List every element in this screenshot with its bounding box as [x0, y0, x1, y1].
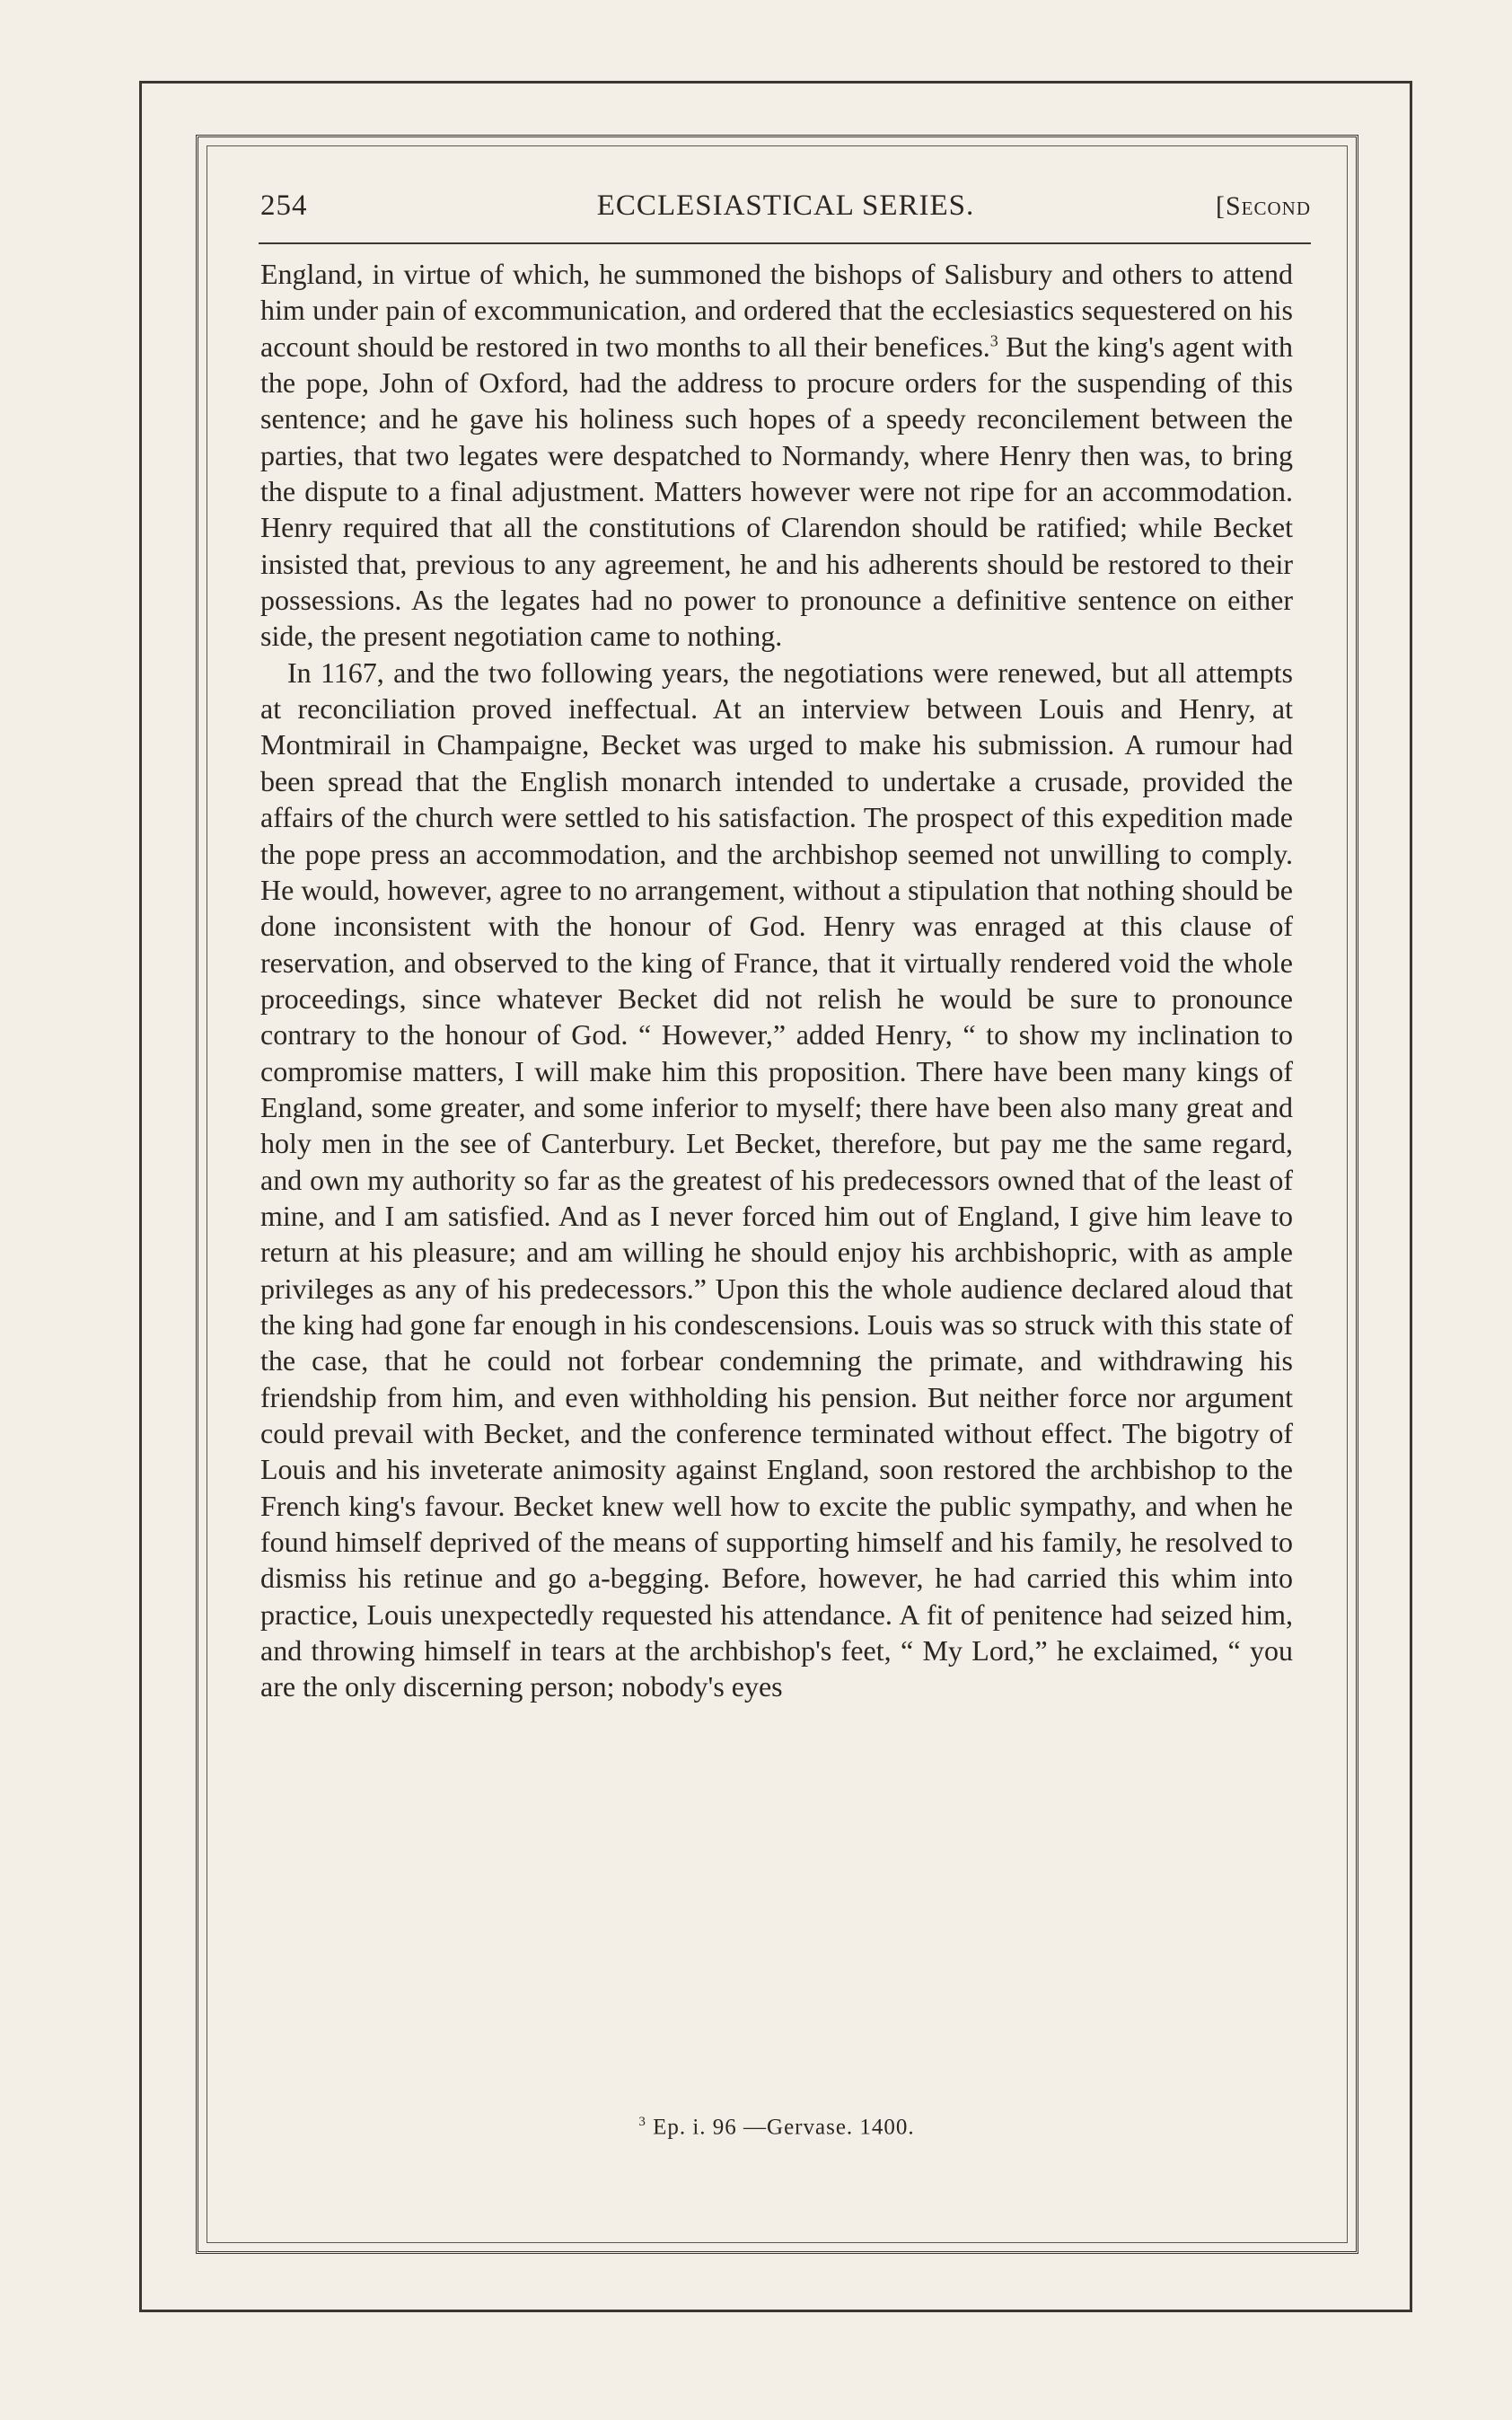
footnote-reference: 3 — [989, 331, 998, 350]
paragraph-1-text: England, in virtue of which, he summoned the bishops of Salisbury and others to attend him under pain of excommunication, and ordered that the ecclesiastics sequestered on his account should be restored in two months to all their benefices. — [260, 258, 1293, 363]
paragraph-2: In 1167, and the two following years, the negotiations were renewed, but all attempts at reconciliation proved ineffectual. At an interview between Louis and Henry, at Montmirail in Champaigne, Becket was urged to make his submission. A rumour had been spread that the English monarch intended to undertake a crusade, provided the affairs of the church were settled to his satisfaction. The prospect of this expedition made the pope press an accommodation, and the archbishop seemed not unwilling to comply. He would, however, agree to no arrangement, without a stipulation that nothing should be done inconsistent with the honour of God. Henry was enraged at this clause of reservation, and observed to the king of France, that it virtually rendered void the whole proceedings, since whatever Becket did not relish he would be sure to pronounce contrary to the honour of God. “ However,” added Henry, “ to show my inclination to compromise matters, I will make him this proposition. There have been many kings of England, some greater, and some inferior to myself; there have been also many great and holy men in the see of Canterbury. Let Becket, therefore, but pay me the same regard, and own my authority so far as the greatest of his predecessors owned that of the least of mine, and I am satisfied. And as I never forced him out of England, I give him leave to return at his pleasure; and am willing he should enjoy his archbishopric, with as ample privileges as any of his predecessors.” Upon this the whole audience declared aloud that the king had gone far enough in his condescensions. Louis was so struck with this state of the case, that he could not forbear condemning the primate, and withdrawing his friendship from him, and even withholding his pension. But neither force nor argument could prevail with Becket, and the conference terminated without effect. The bigotry of Louis and his inveterate animosity against England, soon restored the archbishop to the French king's favour. Becket knew well how to excite the public sympathy, and when he found himself deprived of the means of supporting himself and his family, he resolved to dismiss his retinue and go a-begging. Before, however, he had carried this whim into practice, Louis unexpectedly requested his attendance. A fit of penitence had seized him, and throwing himself in tears at the archbishop's feet, “ My Lord,” he exclaimed, “ you are the only discerning person; nobody's eyes — [260, 656, 1293, 1703]
section-marker: [Second — [1215, 191, 1311, 221]
series-title: ECCLESIASTICAL SERIES. — [596, 189, 975, 222]
paragraph-1-rest: But the king's agent with the pope, John of Oxford, had the address to procure orders for the suspending of this sentence; and he gave his holiness such hopes of a speedy reconcilement between the parties, that two legates were despatched to Normandy, where Henry then was, to bring the dispute to a final adjustment. Matters however were not ripe for an accommodation. Henry required that all the constitutions of Clarendon should be ratified; while Becket insisted that, previous to any agreement, he and his adherents should be restored to their possessions. As the legates had no power to pronounce a definitive sentence on either side, the present negotiation came to nothing. — [260, 330, 1294, 653]
footnote-text: Ep. i. 96 —Gervase. 1400. — [653, 2115, 915, 2140]
running-head — [260, 184, 1311, 229]
page-number: 254 — [260, 189, 308, 222]
footnote — [260, 2115, 1293, 2140]
header-rule — [259, 242, 1311, 244]
body-text — [260, 256, 1293, 1705]
footnote-marker: 3 — [638, 2115, 646, 2129]
paragraph-1 — [260, 256, 1293, 655]
